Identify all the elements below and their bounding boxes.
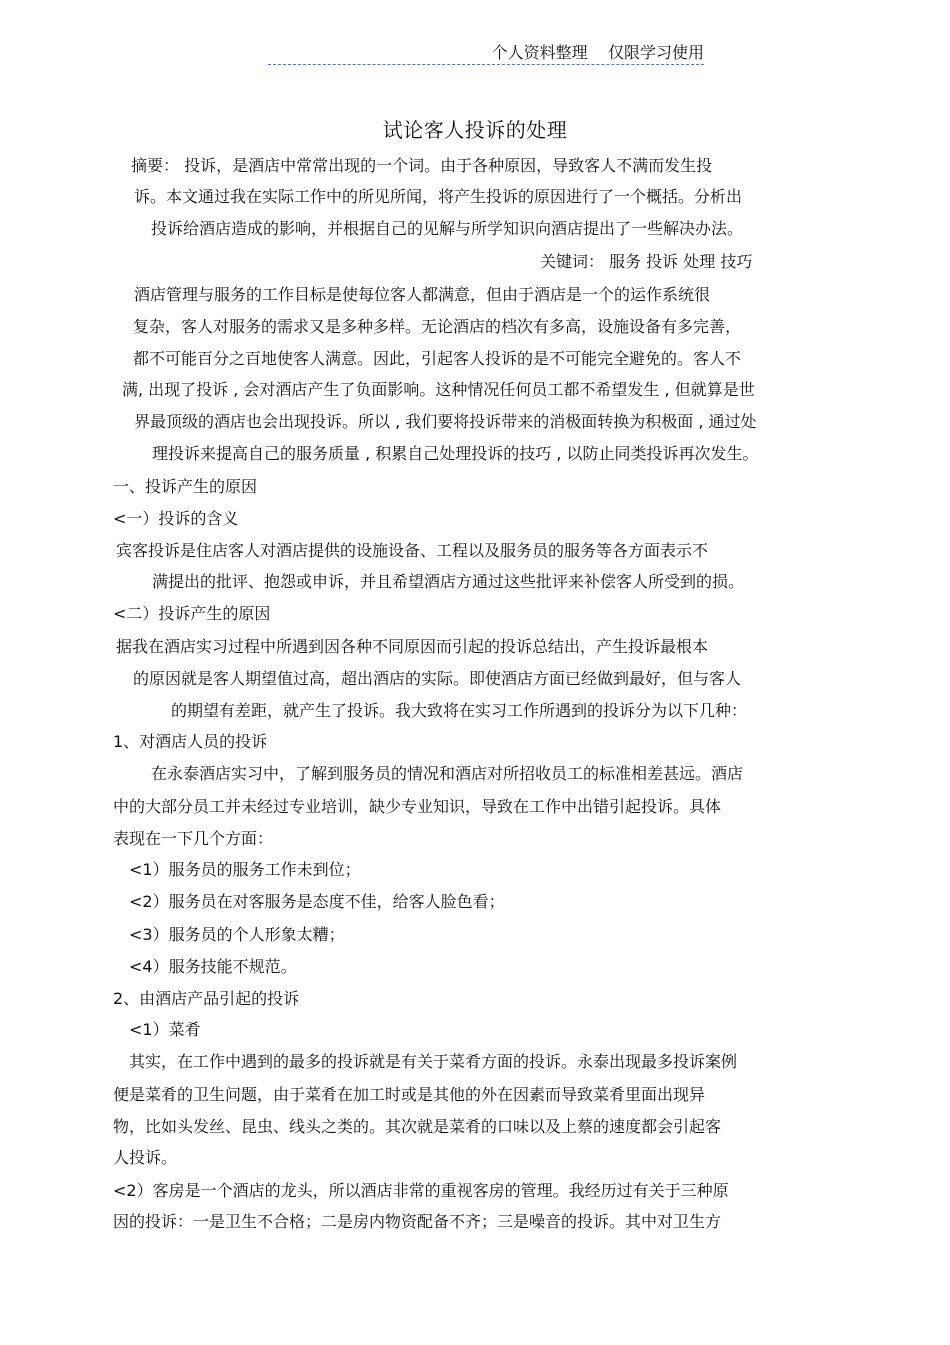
list-item: <1）菜肴 [129, 1020, 201, 1039]
text-line: 物，比如头发丝、昆虫、线头之类的。其次就是菜肴的口味以及上蔡的速度都会引起客 [113, 1117, 722, 1136]
text-line: 表现在一下几个方面： [113, 829, 274, 848]
text-line: 满提出的批评、抱怨或申诉，并且希望酒店方通过这些批评来补偿客人所受到的损。 [152, 572, 745, 591]
section-heading: 2、由酒店产品引起的投诉 [113, 989, 300, 1008]
text-line: 复杂，客人对服务的需求又是多种多样。无论酒店的档次有多高，设施设备有多完善， [133, 317, 742, 336]
document-title: 试论客人投诉的处理 [382, 118, 568, 142]
text-line: <2）客房是一个酒店的龙头，所以酒店非常的重视客房的管理。我经历过有关于三种原 [113, 1181, 729, 1200]
text-line: 都不可能百分之百地使客人满意。因此，引起客人投诉的是不可能完全避免的。客人不 [133, 349, 742, 368]
text-line: 界最顶级的酒店也会出现投诉。所以 , 我们要将投诉带来的消极面转换为积极面 , 通过处 [134, 412, 757, 431]
text-line: 摘要： 投诉，是酒店中常常出现的一个词。由于各种原因，导致客人不满而发生投 [131, 156, 713, 175]
text-line: 理投诉来提高自己的服务质量 , 积累自己处理投诉的技巧 , 以防止同类投诉再次发生。 [152, 444, 759, 463]
text-line: 诉。本文通过我在实际工作中的所见所闻，将产生投诉的原因进行了一个概括。分析出 [134, 187, 743, 206]
list-item: <1）服务员的服务工作未到位； [129, 860, 361, 879]
text-line: 在永泰酒店实习中，了解到服务员的情况和酒店对所招收员工的标准相差甚远。酒店 [151, 764, 744, 783]
subsection-heading: <二）投诉产生的原因 [113, 604, 271, 623]
text-line: 投诉给酒店造成的影响，并根据自己的见解与所学知识向酒店提出了一些解决办法。 [151, 219, 744, 238]
subsection-heading: <一）投诉的含义 [113, 509, 239, 528]
section-heading: 1、对酒店人员的投诉 [113, 732, 268, 751]
list-item: <3）服务员的个人形象太糟； [129, 925, 345, 944]
list-item: <2）服务员在对客服务是态度不佳，给客人脸色看； [129, 892, 505, 911]
text-line: 酒店管理与服务的工作目标是使每位客人都满意，但由于酒店是一个的运作系统很 [134, 285, 711, 304]
text-line: 据我在酒店实习过程中所遇到因各种不同原因而引起的投诉总结出，产生投诉最根本 [116, 637, 709, 656]
header-divider [268, 64, 704, 65]
text-line: 的期望有差距，就产生了投诉。我大致将在实习工作所遇到的投诉分为以下几种： [171, 701, 748, 720]
section-heading: 一、投诉产生的原因 [113, 477, 258, 496]
list-item: <4）服务技能不规范。 [129, 957, 297, 976]
text-line: 便是菜肴的卫生问题，由于菜肴在加工时或是其他的外在因素而导致菜肴里面出现异 [113, 1085, 706, 1104]
text-line: 人投诉。 [113, 1148, 178, 1167]
text-line: 其实，在工作中遇到的最多的投诉就是有关于菜肴方面的投诉。永泰出现最多投诉案例 [129, 1052, 738, 1071]
text-line: 因的投诉：一是卫生不合格；二是房内物资配备不齐；三是噪音的投诉。其中对卫生方 [113, 1212, 722, 1231]
text-line: 满, 出现了投诉 , 会对酒店产生了负面影响。这种情况任何员工都不希望发生 , 但就算是世 [122, 380, 755, 399]
text-line: 的原因就是客人期望值过高，超出酒店的实际。即使酒店方面已经做到最好，但与客人 [133, 669, 742, 688]
text-line: 关键词： 服务 投诉 处理 技巧 [540, 252, 753, 271]
page-header: 个人资料整理 仅限学习使用 [491, 43, 704, 62]
text-line: 宾客投诉是住店客人对酒店提供的设施设备、工程以及服务员的服务等各方面表示不 [116, 541, 709, 560]
text-line: 中的大部分员工并未经过专业培训，缺少专业知识，导致在工作中出错引起投诉。具体 [113, 797, 722, 816]
